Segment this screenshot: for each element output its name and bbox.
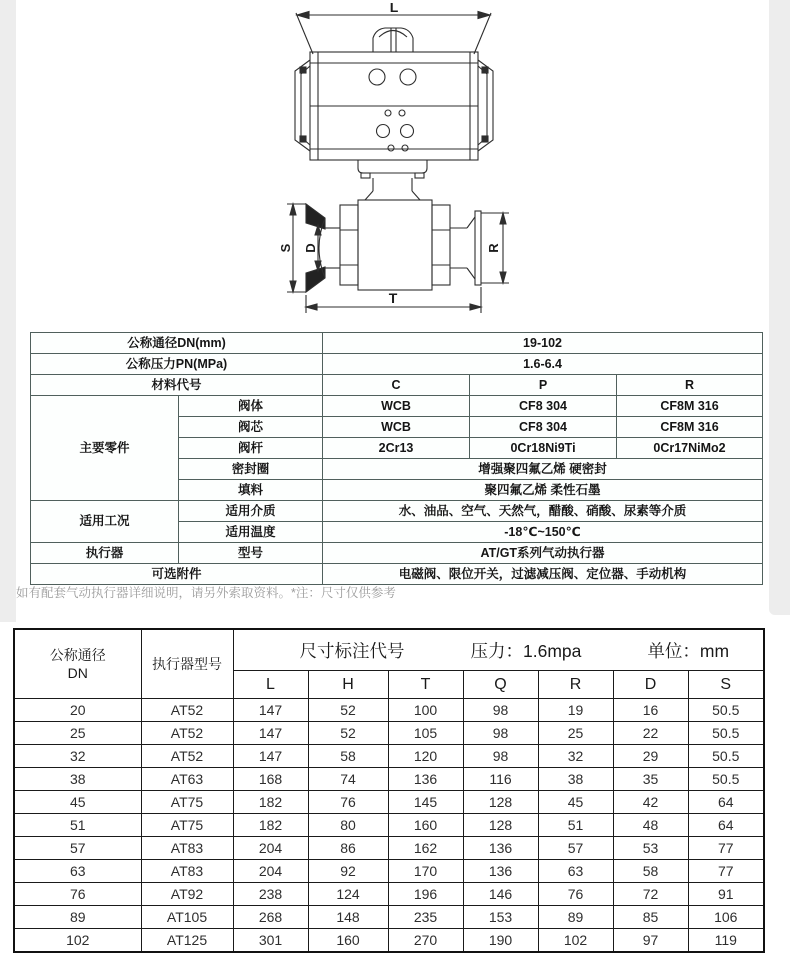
table-cell: 51 <box>538 814 613 837</box>
table-cell: 45 <box>538 791 613 814</box>
table-cell: AT52 <box>141 699 233 722</box>
spec-table-body <box>31 333 763 585</box>
table-row <box>14 768 764 791</box>
table-cell: 57 <box>538 837 613 860</box>
table-cell: AT105 <box>141 906 233 929</box>
table-cell: AT92 <box>141 883 233 906</box>
table-cell: 124 <box>308 883 388 906</box>
table-cell: 材料代号 <box>31 375 323 396</box>
table-cell: 电磁阀、限位开关，过滤减压阀、定位器、手动机构 <box>323 564 763 585</box>
table-cell: 增强聚四氟乙烯 硬密封 <box>323 459 763 480</box>
table-cell: 301 <box>233 929 308 953</box>
table-row <box>14 745 764 768</box>
table-cell: 公称通径DN(mm) <box>31 333 323 354</box>
table-cell: 86 <box>308 837 388 860</box>
table-cell: 52 <box>308 699 388 722</box>
table-cell: 147 <box>233 722 308 745</box>
table-cell: AT63 <box>141 768 233 791</box>
table-cell: 98 <box>463 745 538 768</box>
table-cell: 146 <box>463 883 538 906</box>
table-cell: 204 <box>233 860 308 883</box>
table-row <box>14 837 764 860</box>
table-cell: 聚四氟乙烯 柔性石墨 <box>323 480 763 501</box>
table-cell: 19-102 <box>323 333 763 354</box>
table-cell: 153 <box>463 906 538 929</box>
table-cell: 120 <box>388 745 463 768</box>
table-cell: 0Cr17NiMo2 <box>617 438 763 459</box>
table-cell: 53 <box>613 837 688 860</box>
table-row <box>31 396 763 417</box>
table-row <box>31 564 763 585</box>
table-cell: 89 <box>538 906 613 929</box>
table-cell: 72 <box>613 883 688 906</box>
table-cell: CF8 304 <box>470 417 617 438</box>
table-cell: 38 <box>14 768 141 791</box>
table-cell: 102 <box>538 929 613 953</box>
table-cell: 63 <box>538 860 613 883</box>
table-cell: 89 <box>14 906 141 929</box>
table-cell: 136 <box>463 837 538 860</box>
table-cell: AT/GT系列气动执行器 <box>323 543 763 564</box>
table-cell: 147 <box>233 699 308 722</box>
table-cell: 128 <box>463 791 538 814</box>
spec-table <box>30 332 763 585</box>
table-cell: CF8M 316 <box>617 396 763 417</box>
table-cell: 92 <box>308 860 388 883</box>
table-cell: 38 <box>538 768 613 791</box>
col-header-R: R <box>538 671 613 699</box>
table-cell: WCB <box>323 396 470 417</box>
table-cell: 适用温度 <box>179 522 323 543</box>
col-header-D: D <box>613 671 688 699</box>
table-cell: 190 <box>463 929 538 953</box>
table-cell: CF8M 316 <box>617 417 763 438</box>
table-cell: 148 <box>308 906 388 929</box>
table-cell: 64 <box>688 814 764 837</box>
table-cell: AT52 <box>141 745 233 768</box>
col-header-T: T <box>388 671 463 699</box>
col-header-L: L <box>233 671 308 699</box>
table-cell: 100 <box>388 699 463 722</box>
table-cell: 76 <box>14 883 141 906</box>
table-row <box>14 699 764 722</box>
table-cell: 适用工况 <box>31 501 179 543</box>
table-cell: 136 <box>463 860 538 883</box>
table-cell: AT83 <box>141 860 233 883</box>
table-cell: 适用介质 <box>179 501 323 522</box>
table-cell: 25 <box>14 722 141 745</box>
table-cell: 主要零件 <box>31 396 179 501</box>
dimension-table-head <box>14 629 764 699</box>
table-cell: 170 <box>388 860 463 883</box>
table-cell: 水、油品、空气、天然气，醋酸、硝酸、尿素等介质 <box>323 501 763 522</box>
valve-drawing-svg <box>245 3 545 328</box>
dim-label-s: S <box>278 243 293 253</box>
table-cell: 0Cr18Ni9Ti <box>470 438 617 459</box>
col-header-Q: Q <box>463 671 538 699</box>
table-cell: 235 <box>388 906 463 929</box>
table-cell: CF8 304 <box>470 396 617 417</box>
table-cell: 50.5 <box>688 768 764 791</box>
table-cell: 51 <box>14 814 141 837</box>
table-cell: 105 <box>388 722 463 745</box>
table-row <box>14 906 764 929</box>
table-cell: 270 <box>388 929 463 953</box>
table-cell: 98 <box>463 722 538 745</box>
dim-label-t: T <box>388 290 398 306</box>
header-span-pressure: 压力：1.6mpa <box>470 640 582 661</box>
valve-technical-drawing <box>245 3 545 328</box>
table-cell: 196 <box>388 883 463 906</box>
table-cell: 268 <box>233 906 308 929</box>
table-cell: -18℃~150℃ <box>323 522 763 543</box>
table-cell: 204 <box>233 837 308 860</box>
col-header-S: S <box>688 671 764 699</box>
table-cell: R <box>617 375 763 396</box>
table-cell: C <box>323 375 470 396</box>
table-cell: 阀芯 <box>179 417 323 438</box>
table-cell: 32 <box>538 745 613 768</box>
table-cell: 63 <box>14 860 141 883</box>
col-header-H: H <box>308 671 388 699</box>
table-cell: AT52 <box>141 722 233 745</box>
table-row <box>31 354 763 375</box>
header-span-unit: 单位：mm <box>647 640 730 661</box>
table-cell: 162 <box>388 837 463 860</box>
table-cell: 116 <box>463 768 538 791</box>
table-cell: AT75 <box>141 791 233 814</box>
table-row <box>31 543 763 564</box>
table-cell: 76 <box>538 883 613 906</box>
table-cell: 2Cr13 <box>323 438 470 459</box>
table-cell: 29 <box>613 745 688 768</box>
table-cell: 45 <box>14 791 141 814</box>
table-cell: 50.5 <box>688 722 764 745</box>
page-margin-right <box>769 0 790 615</box>
table-cell: AT75 <box>141 814 233 837</box>
footnote-text: 如有配套气动执行器详细说明，请另外索取资料。*注：尺寸仅供参考 <box>16 586 396 600</box>
table-cell: 执行器 <box>31 543 179 564</box>
dim-label-r: R <box>486 243 501 253</box>
table-cell: 145 <box>388 791 463 814</box>
table-row <box>14 883 764 906</box>
table-cell: 147 <box>233 745 308 768</box>
table-cell: 25 <box>538 722 613 745</box>
table-cell: 57 <box>14 837 141 860</box>
table-row <box>31 375 763 396</box>
table-cell: 119 <box>688 929 764 953</box>
header-actuator-model: 执行器型号 <box>141 629 233 699</box>
table-cell: 58 <box>308 745 388 768</box>
table-cell: 182 <box>233 791 308 814</box>
table-cell: AT83 <box>141 837 233 860</box>
dimension-table-body <box>14 699 764 953</box>
table-cell: 阀体 <box>179 396 323 417</box>
table-cell: 160 <box>308 929 388 953</box>
table-cell: 77 <box>688 860 764 883</box>
table-cell: 85 <box>613 906 688 929</box>
table-cell: 48 <box>613 814 688 837</box>
dimension-table <box>13 628 765 953</box>
table-cell: 16 <box>613 699 688 722</box>
table-cell: 74 <box>308 768 388 791</box>
header-span-title: 尺寸标注代号 <box>299 640 405 661</box>
table-row <box>14 814 764 837</box>
table-cell: 19 <box>538 699 613 722</box>
table-cell: 64 <box>688 791 764 814</box>
table-cell: 97 <box>613 929 688 953</box>
table-row <box>31 501 763 522</box>
table-cell: 型号 <box>179 543 323 564</box>
header-dn-line1: 公称通径 <box>49 647 106 663</box>
table-cell: AT125 <box>141 929 233 953</box>
table-row <box>31 333 763 354</box>
table-cell: 160 <box>388 814 463 837</box>
table-cell: 20 <box>14 699 141 722</box>
table-cell: WCB <box>323 417 470 438</box>
table-cell: P <box>470 375 617 396</box>
table-cell: 1.6-6.4 <box>323 354 763 375</box>
table-cell: 35 <box>613 768 688 791</box>
table-cell: 80 <box>308 814 388 837</box>
table-cell: 42 <box>613 791 688 814</box>
dim-label-l: L <box>389 3 399 15</box>
table-cell: 阀杆 <box>179 438 323 459</box>
table-cell: 98 <box>463 699 538 722</box>
table-cell: 50.5 <box>688 745 764 768</box>
table-cell: 238 <box>233 883 308 906</box>
table-cell: 填料 <box>179 480 323 501</box>
table-cell: 22 <box>613 722 688 745</box>
table-cell: 52 <box>308 722 388 745</box>
table-cell: 76 <box>308 791 388 814</box>
table-cell: 136 <box>388 768 463 791</box>
table-cell: 106 <box>688 906 764 929</box>
dim-label-d: D <box>303 243 318 253</box>
table-cell: 91 <box>688 883 764 906</box>
table-cell: 102 <box>14 929 141 953</box>
table-cell: 77 <box>688 837 764 860</box>
table-cell: 32 <box>14 745 141 768</box>
header-dn-line2: DN <box>67 665 88 681</box>
table-cell: 182 <box>233 814 308 837</box>
header-dn <box>14 629 141 699</box>
table-row <box>14 860 764 883</box>
table-cell: 50.5 <box>688 699 764 722</box>
table-row <box>14 929 764 953</box>
page-margin-left <box>0 0 16 622</box>
table-cell: 密封圈 <box>179 459 323 480</box>
table-cell: 128 <box>463 814 538 837</box>
table-row <box>14 791 764 814</box>
table-cell: 公称压力PN(MPa) <box>31 354 323 375</box>
table-cell: 58 <box>613 860 688 883</box>
table-row <box>14 722 764 745</box>
table-cell: 可选附件 <box>31 564 323 585</box>
table-cell: 168 <box>233 768 308 791</box>
header-span <box>233 629 764 671</box>
